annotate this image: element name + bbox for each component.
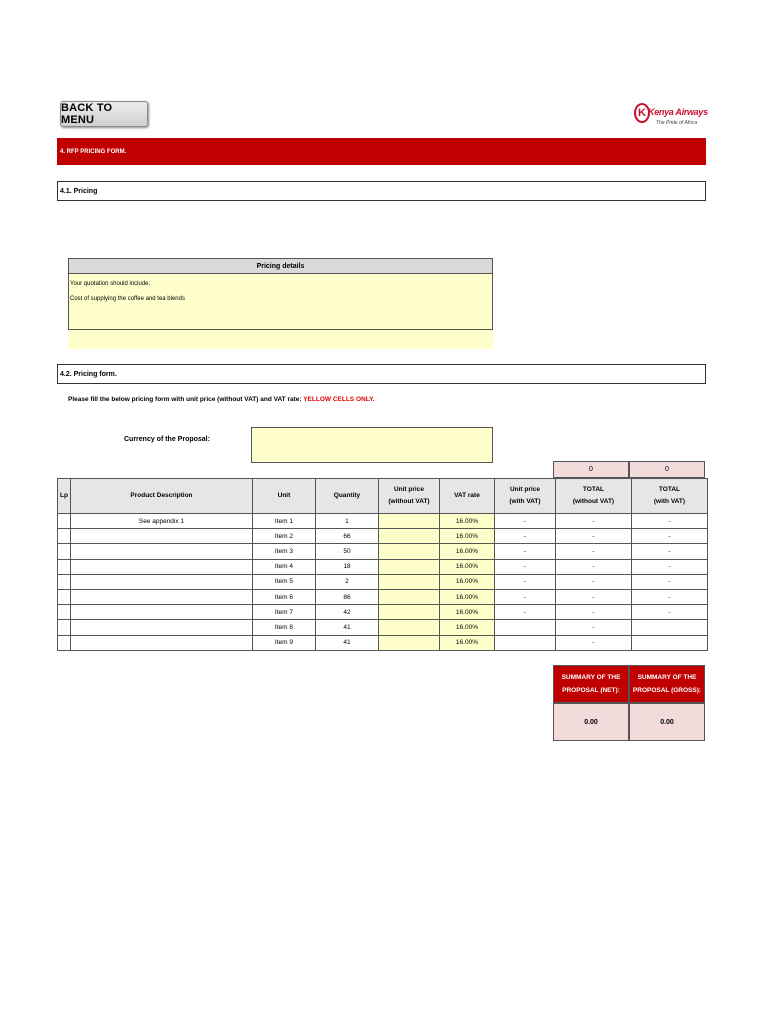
table-row: [58, 529, 708, 544]
row-unit-price-gross-cell: -: [494, 605, 555, 620]
row-quantity-cell: 41: [315, 635, 378, 650]
row-description-cell[interactable]: [70, 544, 252, 559]
row-lp-cell: [58, 544, 71, 559]
row-unit-cell: Item 8: [252, 620, 315, 635]
row-total-gross-cell: -: [631, 574, 707, 589]
row-lp-cell: [58, 574, 71, 589]
logo-name: Kenya Airways: [648, 107, 708, 117]
row-total-net-cell: -: [555, 544, 631, 559]
row-quantity-cell: 2: [315, 574, 378, 589]
row-unit-cell: Item 3: [252, 544, 315, 559]
row-quantity-cell: 1: [315, 514, 378, 529]
row-total-gross-cell: -: [631, 605, 707, 620]
row-unit-price-input[interactable]: [378, 574, 439, 589]
col-header-unit-price-gross: Unit price (with VAT): [494, 479, 555, 514]
row-total-net-cell: -: [555, 589, 631, 604]
row-description-cell[interactable]: See appendix 1: [70, 514, 252, 529]
row-unit-cell: Item 4: [252, 559, 315, 574]
row-total-gross-cell: -: [631, 559, 707, 574]
logo-mark: K: [634, 103, 650, 123]
table-row: [58, 544, 708, 559]
col-header-vat-rate: VAT rate: [439, 479, 494, 514]
row-description-cell[interactable]: [70, 635, 252, 650]
row-unit-cell: Item 6: [252, 589, 315, 604]
row-vat-rate-input[interactable]: 16.00%: [439, 529, 494, 544]
row-quantity-cell: 18: [315, 559, 378, 574]
row-description-cell[interactable]: [70, 529, 252, 544]
pricing-table: [57, 478, 708, 651]
row-total-net-cell: -: [555, 605, 631, 620]
currency-input[interactable]: [251, 427, 493, 463]
col-header-unit: Unit: [252, 479, 315, 514]
row-total-net-cell: -: [555, 635, 631, 650]
row-lp-cell: [58, 620, 71, 635]
col-header-quantity: Quantity: [315, 479, 378, 514]
row-description-cell[interactable]: [70, 605, 252, 620]
row-description-cell[interactable]: [70, 559, 252, 574]
row-vat-rate-input[interactable]: 16.00%: [439, 559, 494, 574]
row-quantity-cell: 66: [315, 529, 378, 544]
total-gross-top-cell: 0: [629, 461, 705, 478]
row-unit-price-gross-cell: [494, 635, 555, 650]
row-total-gross-cell: [631, 620, 707, 635]
pricing-section-header: 4.1. Pricing: [57, 181, 706, 201]
row-lp-cell: [58, 605, 71, 620]
row-vat-rate-input[interactable]: 16.00%: [439, 574, 494, 589]
col-header-total-gross: TOTAL (with VAT): [631, 479, 707, 514]
row-vat-rate-input[interactable]: 16.00%: [439, 635, 494, 650]
section-title-bar: 4. RFP PRICING FORM.: [57, 138, 706, 165]
instructions-highlight: YELLOW CELLS ONLY.: [303, 396, 375, 403]
row-vat-rate-input[interactable]: 16.00%: [439, 620, 494, 635]
pricing-details-title: Pricing details: [68, 258, 493, 274]
row-unit-price-gross-cell: -: [494, 514, 555, 529]
row-total-gross-cell: [631, 635, 707, 650]
row-description-cell[interactable]: [70, 589, 252, 604]
row-unit-cell: Item 7: [252, 605, 315, 620]
row-total-gross-cell: -: [631, 514, 707, 529]
summary-net-header: SUMMARY OF THE PROPOSAL (NET):: [553, 665, 629, 703]
row-unit-price-input[interactable]: [378, 544, 439, 559]
row-total-gross-cell: -: [631, 529, 707, 544]
table-row: [58, 605, 708, 620]
table-row: [58, 574, 708, 589]
pricing-details-line: Cost of supplying the coffee and tea blends: [70, 296, 185, 302]
row-vat-rate-input[interactable]: 16.00%: [439, 544, 494, 559]
row-quantity-cell: 42: [315, 605, 378, 620]
row-lp-cell: [58, 559, 71, 574]
row-description-cell[interactable]: [70, 620, 252, 635]
col-header-unit-price-net: Unit price (without VAT): [378, 479, 439, 514]
row-unit-price-gross-cell: [494, 620, 555, 635]
row-unit-price-gross-cell: -: [494, 559, 555, 574]
row-unit-price-input[interactable]: [378, 514, 439, 529]
summary-gross-header: SUMMARY OF THE PROPOSAL (GROSS):: [629, 665, 705, 703]
row-lp-cell: [58, 514, 71, 529]
table-row: [58, 620, 708, 635]
pricing-details-body: [68, 274, 493, 330]
row-unit-cell: Item 2: [252, 529, 315, 544]
total-net-top-cell: 0: [553, 461, 629, 478]
summary-net-value: 0.00: [553, 703, 629, 741]
row-unit-price-input[interactable]: [378, 529, 439, 544]
pricing-details-filler: [68, 330, 493, 349]
row-total-net-cell: -: [555, 514, 631, 529]
table-header-row: [58, 479, 708, 514]
row-unit-price-gross-cell: -: [494, 544, 555, 559]
logo-tagline: The Pride of Africa: [656, 120, 698, 126]
row-vat-rate-input[interactable]: 16.00%: [439, 514, 494, 529]
row-total-net-cell: -: [555, 574, 631, 589]
row-vat-rate-input[interactable]: 16.00%: [439, 605, 494, 620]
table-row: [58, 559, 708, 574]
row-total-gross-cell: -: [631, 589, 707, 604]
row-unit-cell: Item 5: [252, 574, 315, 589]
pricing-details-line: Your quotation should include;: [70, 281, 151, 287]
row-description-cell[interactable]: [70, 574, 252, 589]
row-total-net-cell: -: [555, 529, 631, 544]
row-unit-price-gross-cell: -: [494, 529, 555, 544]
row-total-gross-cell: -: [631, 544, 707, 559]
pricing-form-section-header: 4.2. Pricing form.: [57, 364, 706, 384]
col-header-total-net: TOTAL (without VAT): [555, 479, 631, 514]
col-header-description: Product Description: [70, 479, 252, 514]
instructions-main: Please fill the below pricing form with unit price (without VAT) and VAT rate:: [68, 396, 304, 403]
back-to-menu-button[interactable]: BACK TO MENU: [60, 101, 148, 127]
row-unit-cell: Item 1: [252, 514, 315, 529]
row-unit-price-input[interactable]: [378, 589, 439, 604]
table-row: [58, 635, 708, 650]
row-quantity-cell: 41: [315, 620, 378, 635]
row-lp-cell: [58, 635, 71, 650]
currency-label: Currency of the Proposal:: [124, 436, 210, 443]
row-unit-price-gross-cell: -: [494, 589, 555, 604]
row-unit-cell: Item 9: [252, 635, 315, 650]
row-lp-cell: [58, 529, 71, 544]
row-unit-price-gross-cell: -: [494, 574, 555, 589]
col-header-lp: Lp: [58, 479, 71, 514]
row-unit-price-input[interactable]: [378, 635, 439, 650]
row-unit-price-input[interactable]: [378, 620, 439, 635]
row-total-net-cell: -: [555, 620, 631, 635]
summary-gross-value: 0.00: [629, 703, 705, 741]
table-row: [58, 589, 708, 604]
row-total-net-cell: -: [555, 559, 631, 574]
row-vat-rate-input[interactable]: 16.00%: [439, 589, 494, 604]
instructions-text: [68, 396, 374, 403]
row-quantity-cell: 86: [315, 589, 378, 604]
row-lp-cell: [58, 589, 71, 604]
kenya-airways-logo: [632, 101, 708, 133]
table-row: [58, 514, 708, 529]
row-unit-price-input[interactable]: [378, 559, 439, 574]
row-unit-price-input[interactable]: [378, 605, 439, 620]
row-quantity-cell: 50: [315, 544, 378, 559]
